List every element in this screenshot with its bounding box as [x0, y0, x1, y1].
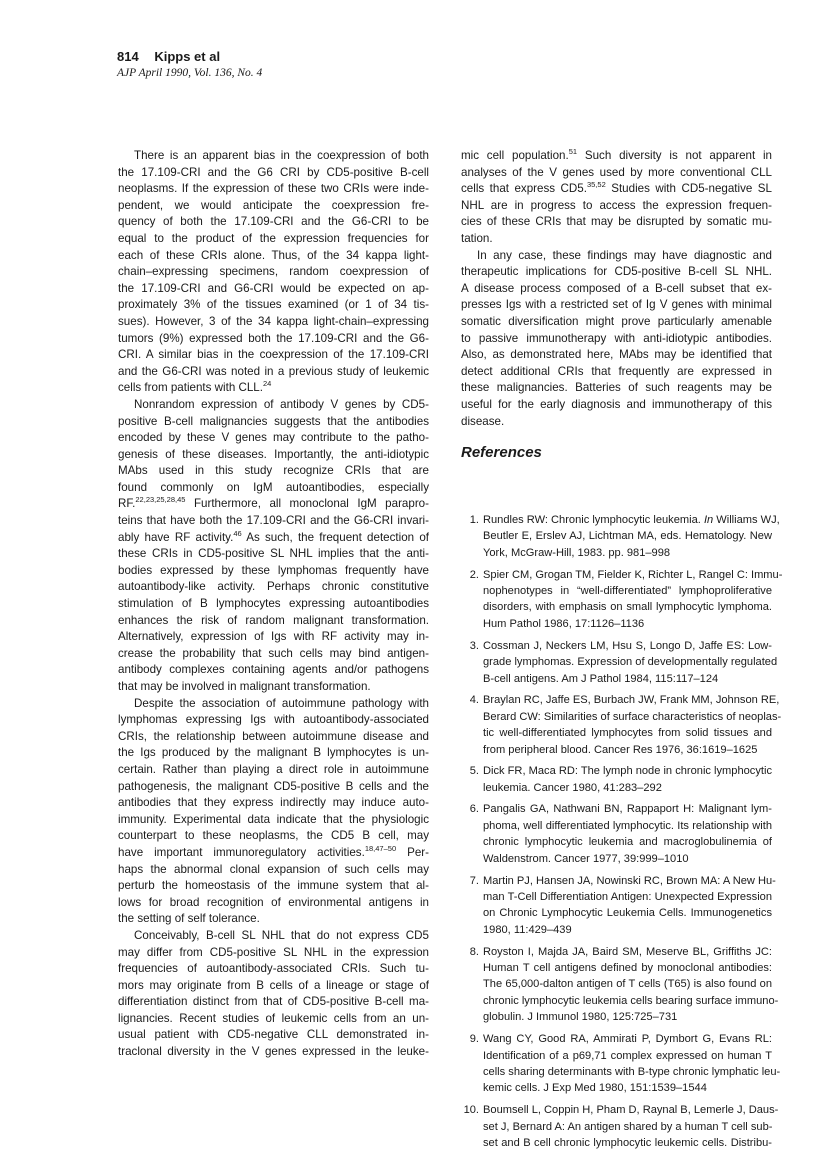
reference-number: 2. [469, 568, 479, 581]
reference-number: 10. [463, 1104, 479, 1117]
citation-superscript: 51 [568, 147, 578, 156]
text-line: antibodies that they express indirectly may induce auto- [118, 796, 429, 810]
text-segment: Rundles RW: Chronic lymphocytic leukemia. [483, 514, 704, 526]
text-segment: mic cell population. [461, 149, 569, 162]
text-line: neoplasms. If the expression of these two CRIs were inde- [118, 182, 429, 196]
text-segment: Such diversity is not apparent in [577, 149, 772, 162]
text-line: Wang CY, Good RA, Ammirati P, Dymbort G, Evans RL: [483, 1033, 772, 1046]
text-line: crease the probability that such cells may bind antigen- [118, 646, 429, 660]
reference-item [469, 512, 780, 561]
journal-citation: AJP April 1990, Vol. 136, No. 4 [117, 67, 263, 79]
text-line: set J, Bernard A: An antigen shared by a human T cell sub- [483, 1120, 773, 1133]
text-line: from peripheral blood. Cancer Res 1976, 36:1619–1625 [483, 743, 758, 756]
text-line: In any case, these findings may have diagnostic and [477, 248, 772, 262]
text-line: Boumsell L, Coppin H, Pham D, Raynal B, Lemerle J, Daus- [483, 1104, 779, 1117]
text-line: found commonly on IgM autoantibodies, especially [118, 480, 429, 494]
text-line: counterpart to these neoplasms, the CD5 B cell, may [118, 829, 429, 843]
running-header [117, 49, 220, 64]
text-line: Cossman J, Neckers LM, Hsu S, Longo D, Jaffe ES: Low- [483, 639, 772, 652]
text-line: tic well-differentiated lymphocytes from solid tissues and [483, 727, 772, 740]
text-line: kemic cells. J Exp Med 1980, 151:1539–1544 [483, 1082, 707, 1095]
text-line: lows for broad recognition of environmental antigens in [118, 895, 429, 909]
text-line: genesis of these diseases. Importantly, the anti-idiotypic [118, 447, 429, 461]
text-line: immunity. Experimental data indicate that the physiologic [118, 812, 429, 826]
reference-number: 5. [469, 765, 479, 778]
text-line [461, 181, 772, 198]
text-line: nophenotypes in “well-differentiated” lymphoproliferative [483, 585, 772, 598]
text-line: certain. Rather than playing a direct role in autoimmune [118, 762, 429, 776]
text-segment: cells from patients with CLL. [118, 381, 263, 395]
text-line: that may be involved in malignant transformation. [118, 680, 371, 693]
text-line: may differ from CD5-positive SL NHL in the expression [118, 945, 429, 959]
reference-number: 9. [469, 1033, 479, 1046]
reference-number: 1. [469, 514, 479, 526]
text-line [461, 148, 772, 165]
text-line: Pangalis GA, Nathwani BN, Rappaport H: Malignant lym- [483, 803, 772, 816]
text-line: Hum Pathol 1986, 17:1126–1136 [483, 617, 645, 630]
text-line: the 17.109-CRI and the G6 CRI by CD5-positive B-cell [118, 165, 429, 179]
text-line: Spier CM, Grogan TM, Fielder K, Richter L, Rangel C: Immu- [483, 568, 783, 581]
italic-segment: In [703, 514, 714, 526]
text-line: chain–expressing specimens, random coexpression of [118, 265, 429, 279]
text-line: usual patient with CD5-negative CLL demonstrated in- [118, 1028, 429, 1042]
reference-number: 3. [469, 639, 479, 652]
text-line: MAbs used in this study recognize CRIs that are [118, 464, 429, 478]
text-line: the Igs produced by the malignant B lymphocytes is un- [118, 746, 429, 760]
text-line: CRIs, the relationship between autoimmune disease and [118, 729, 429, 743]
text-line: and the G6-CRI was noted in a previous study of leukemic [118, 364, 429, 378]
text-line: 1980, 11:429–439 [483, 923, 572, 936]
text-line [118, 845, 429, 862]
text-segment: Studies with CD5-negative SL [605, 182, 772, 196]
text-line: tation. [461, 231, 493, 245]
text-line: stimulation of B lymphocytes expressing autoantibodies [118, 597, 429, 611]
reference-item [469, 763, 772, 796]
text-line: perturb the homeostasis of the immune system that al- [118, 879, 429, 893]
text-line: chronic lymphocytic leukemia and macroglobulinemia of [483, 836, 772, 849]
citation-superscript: 22,23,25,28,45 [135, 495, 186, 505]
reference-number: 6. [469, 803, 479, 816]
text-line: differentiation distinct from that of CD5-positive B-cell ma- [118, 995, 429, 1009]
text-line: Dick FR, Maca RD: The lymph node in chronic lymphocytic [483, 765, 772, 778]
text-line: each of these CRIs alone. Thus, of the 34 kappa light- [118, 248, 429, 262]
text-line: cells sharing determinants with B-type chronic lymphatic leu- [483, 1065, 781, 1078]
citation-superscript: 35,52 [586, 180, 606, 190]
text-line: lymphomas expressing Igs with autoantibody-associated [118, 713, 429, 727]
text-line: The 65,000-dalton antigen of T cells (T65) is also found on [483, 978, 772, 991]
text-segment: RF. [118, 497, 136, 511]
text-line: tumors (9%) expressed both the 17.109-CRI and the G6- [118, 331, 429, 345]
paragraph [461, 148, 772, 248]
text-line: pendent, we would anticipate the coexpression fre- [118, 198, 429, 212]
text-line: Royston I, Majda JA, Baird SM, Meserve BL, Griffiths JC: [483, 945, 772, 958]
text-line: the 17.109-CRI and G6-CRI would be expected on ap- [118, 281, 429, 295]
text-line [118, 496, 429, 513]
text-line: bodies expressed by these lymphomas frequently have [118, 563, 429, 577]
text-line: presses Igs with a restricted set of Ig V genes with minimal [461, 298, 772, 312]
text-line: NHL are in progress to access the expression frequen- [461, 198, 772, 212]
text-line: lignancies. Recent studies of leukemic cells from an un- [118, 1011, 429, 1025]
text-line: autoantibody-like activity. Perhaps chronic constitutive [118, 580, 429, 594]
text-line [118, 530, 429, 547]
running-authors: Kipps et al [154, 49, 221, 64]
text-line: Waldenstrom. Cancer 1977, 39:999–1010 [483, 852, 689, 865]
text-line: Identification of a p69,71 complex expressed on human T [483, 1049, 772, 1062]
text-line: on Chronic Lymphocytic Leukemia Cells. Immunogenetics [483, 907, 772, 920]
text-line: pathogenesis, the malignant CD5-positive B cells and the [118, 779, 429, 793]
text-line: somatic diversification might prove particularly amenable [461, 314, 772, 328]
text-line: chronic lymphocytic leukemia cells bearing surface immuno- [483, 994, 779, 1007]
text-line: mors may originate from B cells of a lineage or stage of [118, 978, 429, 992]
text-line: globulin. J Immunol 1980, 125:725–731 [483, 1011, 678, 1024]
text-segment: Williams WJ, [713, 514, 780, 526]
text-line: CRI. A similar bias in the coexpression of the 17.109-CRI [118, 348, 429, 362]
page-number: 814 [117, 49, 139, 64]
references-heading: References [461, 444, 542, 461]
right-column [461, 148, 772, 430]
text-line: Beutler E, Erslev AJ, Lichtman MA, eds. Hematology. New [483, 530, 772, 543]
text-line: antibody complexes containing agents and/or pathogens [118, 663, 429, 677]
text-line: man T-Cell Differentiation Antigen: Unexpected Expression [483, 890, 772, 903]
text-line: haps the abnormal clonal expansion of such cells may [118, 862, 429, 876]
paragraph [461, 248, 772, 431]
text-line: leukemia. Cancer 1980, 41:283–292 [483, 781, 662, 794]
reference-item [469, 567, 783, 633]
citation-superscript: 46 [233, 528, 242, 538]
left-column [118, 148, 429, 1061]
reference-item [469, 638, 778, 687]
paragraph [118, 696, 429, 928]
text-segment: Furthermore, all monoclonal IgM parapro- [185, 497, 429, 511]
text-line: Alternatively, expression of Igs with RF activity may in- [118, 630, 429, 644]
text-line: Martin PJ, Hansen JA, Nowinski RC, Brown MA: A New Hu- [483, 874, 776, 887]
reference-list [463, 512, 783, 1157]
text-line: set and B cell chronic lymphocytic leukemic cells. Distribu- [483, 1136, 772, 1149]
text-line: grade lymphomas. Expression of developmentally regulated [483, 656, 778, 669]
text-line: proximately 3% of the tissues examined (or 1 of 34 tis- [118, 298, 429, 312]
text-line: sues). However, 3 of the 34 kappa light-chain–expressing [118, 314, 429, 328]
citation-superscript: 18,47–50 [364, 843, 397, 853]
text-line: Despite the association of autoimmune pathology with [134, 696, 429, 710]
reference-item [469, 1031, 781, 1097]
text-line: positive B-cell malignancies suggests that the antibodies [118, 414, 429, 428]
text-line: Also, as demonstrated here, MAbs may be identified that [461, 348, 772, 362]
text-line: enhances the risk of random malignant transformation. [118, 613, 429, 627]
text-line: Berard CW: Similarities of surface characteristics of neoplas- [483, 710, 782, 723]
text-line: There is an apparent bias in the coexpression of both [134, 149, 429, 162]
text-segment: ably have RF activity. [118, 530, 234, 544]
text-line: quency of both the 17.109-CRI and the G6-CRI to be [118, 215, 429, 229]
reference-item [469, 801, 772, 867]
text-line: phoma, well differentiated lymphocytic. Its relationship with [483, 819, 772, 832]
reference-number: 8. [469, 945, 479, 958]
reference-item [469, 873, 776, 939]
text-line: useful for the early diagnosis and immunotherapy of this [461, 397, 772, 411]
text-line: encoded by these V genes may contribute to the patho- [118, 431, 429, 445]
text-line: the setting of self tolerance. [118, 912, 260, 926]
reference-item [469, 944, 779, 1026]
text-segment: As such, the frequent detection of [241, 530, 429, 544]
text-line: these CRIs in CD5-positive SL NHL implies that the anti- [118, 547, 429, 561]
text-line: Human T cell antigens defined by monoclonal antibodies: [483, 962, 772, 975]
text-line: to passive immunotherapy with anti-idiotypic antibodies. [461, 331, 772, 345]
paragraph [118, 928, 429, 1061]
citation-superscript: 24 [262, 379, 272, 389]
text-line: cies of these CRIs that may be disrupted by somatic mu- [461, 215, 772, 229]
text-segment: have important immunoregulatory activities. [118, 845, 365, 859]
text-line: equal to the product of the expression frequencies for [118, 231, 429, 245]
text-line: Braylan RC, Jaffe ES, Burbach JW, Frank MM, Johnson RE, [483, 694, 780, 707]
paragraph [118, 148, 429, 397]
reference-number: 4. [469, 694, 479, 707]
text-segment: Per- [396, 845, 429, 859]
text-line: Conceivably, B-cell SL NHL that do not express CD5 [134, 928, 429, 942]
text-line: traclonal diversity in the V genes expressed in the leuke- [118, 1045, 429, 1059]
text-line: detect additional CRIs that frequently are expressed in [461, 364, 772, 378]
text-segment: cells that express CD5. [461, 182, 587, 196]
paragraph [118, 397, 429, 696]
text-line: disorders, with emphasis on small lymphocytic lymphoma. [483, 601, 772, 614]
text-line: Nonrandom expression of antibody V genes by CD5- [134, 397, 429, 411]
text-line: these malignancies. Batteries of such reagents may be [461, 381, 772, 395]
text-line: A disease process composed of a B-cell subset that ex- [461, 281, 772, 295]
text-line: York, McGraw-Hill, 1983. pp. 981–998 [483, 546, 671, 559]
reference-item [469, 692, 782, 758]
text-line: disease. [461, 414, 505, 428]
text-line: analyses of the V genes used by more conventional CLL [461, 165, 772, 179]
text-line [118, 380, 429, 397]
text-line: teins that have both the 17.109-CRI and the G6-CRI invari- [118, 514, 429, 528]
text-line: therapeutic implications for CD5-positive B-cell SL NHL. [461, 265, 772, 279]
reference-number: 7. [469, 874, 479, 887]
text-line [483, 512, 780, 528]
text-line: frequencies of autoantibody-associated CRIs. Such tu- [118, 962, 429, 976]
text-line: B-cell antigens. Am J Pathol 1984, 115:117–124 [483, 672, 719, 685]
